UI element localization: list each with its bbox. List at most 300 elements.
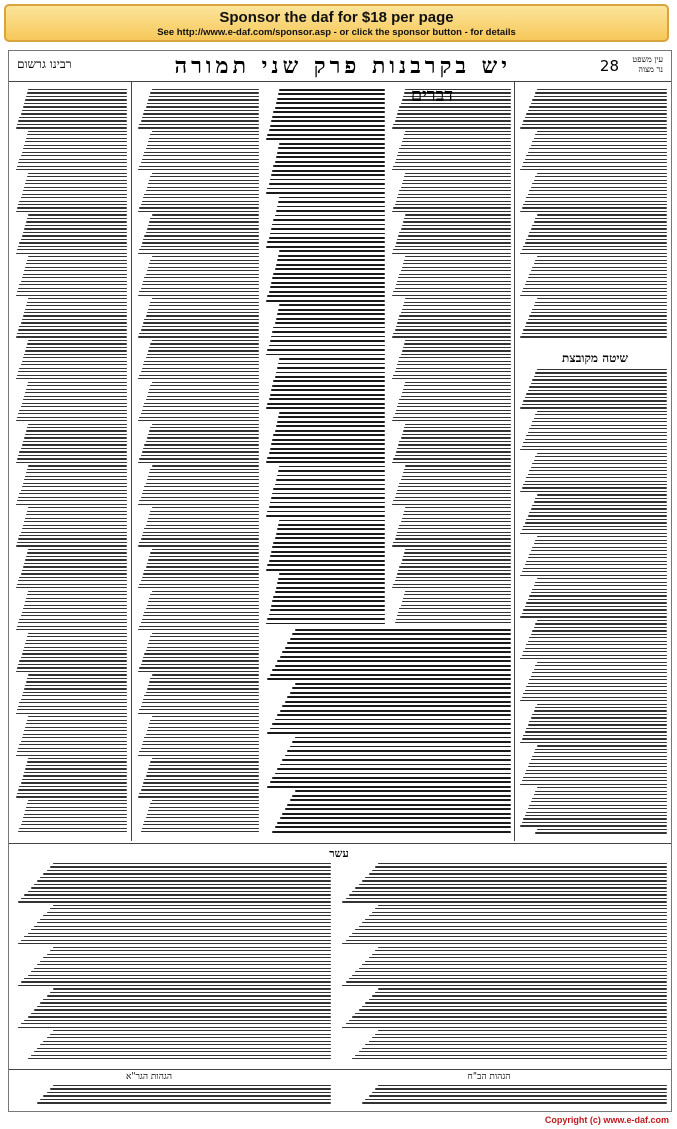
text-line	[405, 507, 511, 508]
text-line	[31, 1055, 331, 1056]
text-line	[526, 322, 667, 323]
text-line	[146, 399, 259, 400]
text-line	[139, 500, 259, 501]
text-line	[275, 376, 385, 378]
text-line	[23, 608, 127, 609]
text-line	[18, 288, 127, 289]
text-line	[148, 643, 259, 644]
text-line	[535, 456, 667, 457]
text-line	[346, 1023, 667, 1024]
text-line	[275, 773, 511, 775]
text-line	[535, 302, 667, 303]
text-line	[16, 420, 127, 421]
text-line	[27, 678, 127, 679]
text-line	[22, 444, 127, 445]
text-line	[270, 728, 511, 730]
text-line	[266, 354, 385, 356]
text-line	[279, 304, 385, 306]
rashi-column	[391, 89, 511, 629]
text-line	[25, 810, 127, 811]
text-line	[529, 274, 667, 275]
text-line	[26, 138, 127, 139]
text-line	[529, 554, 667, 555]
text-line	[150, 302, 259, 303]
text-line	[17, 500, 127, 501]
text-line	[520, 700, 667, 701]
text-line	[17, 375, 127, 376]
text-line	[534, 752, 667, 753]
text-line	[535, 665, 667, 666]
text-line	[396, 410, 511, 411]
text-line	[537, 173, 667, 174]
text-line	[523, 568, 667, 569]
text-line	[537, 787, 667, 788]
sponsor-banner[interactable]	[4, 4, 669, 42]
text-line	[528, 641, 667, 642]
text-line	[393, 375, 511, 376]
text-line	[523, 442, 667, 443]
text-line	[146, 315, 259, 316]
text-line	[148, 141, 259, 142]
sponsor-headline[interactable]: Sponsor the daf for $18 per page	[219, 9, 454, 26]
text-line	[278, 147, 385, 149]
text-line	[18, 580, 127, 581]
text-line	[21, 364, 127, 365]
hagahot-gra-text	[15, 1085, 331, 1109]
text-line	[535, 791, 667, 792]
text-line	[148, 350, 259, 351]
text-line	[523, 204, 667, 205]
text-line	[19, 410, 127, 411]
text-line	[26, 807, 127, 808]
text-line	[25, 309, 127, 310]
text-line	[152, 465, 259, 466]
text-line	[138, 545, 259, 546]
text-line	[397, 615, 511, 616]
text-line	[352, 1016, 667, 1017]
text-line	[266, 623, 385, 625]
text-line	[19, 368, 127, 369]
text-line	[141, 204, 259, 205]
text-line	[149, 723, 259, 724]
text-line	[141, 580, 259, 581]
text-line	[147, 312, 259, 313]
text-line	[405, 131, 511, 132]
text-line	[372, 870, 667, 871]
text-line	[16, 629, 127, 630]
text-line	[398, 361, 511, 362]
text-line	[139, 291, 259, 292]
text-line	[27, 343, 127, 344]
text-line	[25, 685, 127, 686]
gemara-text-upper	[265, 89, 385, 629]
text-line	[537, 256, 667, 257]
page-number: 28	[599, 57, 619, 75]
text-line	[529, 428, 667, 429]
text-line	[273, 327, 385, 329]
text-line	[138, 504, 259, 505]
text-line	[526, 686, 667, 687]
text-line	[401, 437, 511, 438]
text-line	[403, 556, 511, 557]
text-line	[292, 741, 511, 743]
text-line	[138, 211, 259, 212]
text-line	[349, 936, 667, 937]
text-line	[150, 678, 259, 679]
text-line	[393, 291, 511, 292]
text-line	[17, 458, 127, 459]
text-line	[269, 506, 385, 508]
text-line	[148, 768, 259, 769]
text-line	[531, 425, 667, 426]
text-line	[142, 786, 259, 787]
text-line	[24, 1020, 331, 1021]
text-line	[295, 629, 511, 631]
text-line	[24, 936, 331, 937]
text-line	[148, 685, 259, 686]
text-line	[404, 260, 511, 261]
text-line	[395, 371, 511, 372]
text-line	[144, 653, 259, 654]
text-line	[150, 92, 259, 93]
text-line	[24, 145, 127, 146]
sponsor-subline[interactable]: See http://www.e-daf.com/sponsor.asp - or click the sponsor button - for details	[157, 27, 516, 38]
text-line	[525, 606, 667, 607]
text-line	[142, 368, 259, 369]
text-line	[269, 237, 385, 239]
text-line	[24, 688, 127, 689]
text-line	[43, 1041, 331, 1042]
text-line	[152, 214, 259, 215]
text-line	[396, 242, 511, 243]
text-line	[37, 880, 331, 881]
text-line	[272, 331, 385, 333]
text-line	[526, 728, 667, 729]
text-line	[529, 512, 667, 513]
text-line	[531, 676, 667, 677]
opening-word: דברים	[410, 85, 453, 106]
text-line	[522, 571, 667, 572]
text-line	[398, 570, 511, 571]
text-line	[378, 905, 667, 906]
text-line	[277, 313, 385, 315]
text-line	[149, 598, 259, 599]
text-line	[537, 662, 667, 663]
text-line	[22, 319, 127, 320]
text-line	[396, 368, 511, 369]
text-line	[397, 490, 511, 491]
text-line	[24, 772, 127, 773]
text-line	[16, 336, 127, 337]
text-line	[403, 472, 511, 473]
text-line	[526, 519, 667, 520]
text-line	[139, 458, 259, 459]
text-line	[529, 470, 667, 471]
text-line	[275, 268, 385, 270]
text-line	[378, 988, 667, 989]
text-line	[396, 451, 511, 452]
text-line	[399, 357, 511, 358]
text-line	[17, 751, 127, 752]
text-line	[47, 1037, 331, 1038]
text-line	[522, 333, 667, 334]
text-line	[525, 481, 667, 482]
text-line	[141, 748, 259, 749]
text-line	[16, 127, 127, 128]
text-line	[270, 781, 511, 783]
text-line	[405, 591, 511, 592]
text-line	[28, 933, 331, 934]
text-line	[267, 403, 385, 405]
text-line	[138, 713, 259, 714]
text-line	[535, 623, 667, 624]
column-rule-right	[514, 81, 515, 841]
text-line	[18, 664, 127, 665]
text-line	[23, 441, 127, 442]
text-line	[147, 187, 259, 188]
text-line	[149, 305, 259, 306]
text-line	[275, 322, 385, 324]
text-line	[22, 152, 127, 153]
text-line	[17, 417, 127, 418]
text-line	[143, 532, 259, 533]
text-line	[375, 950, 667, 951]
text-line	[149, 807, 259, 808]
text-line	[25, 727, 127, 728]
text-line	[520, 211, 667, 212]
text-line	[142, 201, 259, 202]
text-line	[523, 484, 667, 485]
text-line	[270, 394, 385, 396]
text-line	[34, 884, 331, 885]
text-line	[150, 636, 259, 637]
text-line	[21, 981, 331, 982]
text-line	[271, 336, 385, 338]
text-line	[537, 578, 667, 579]
text-line	[139, 333, 259, 334]
text-line	[143, 155, 259, 156]
text-line	[531, 634, 667, 635]
text-line	[375, 992, 667, 993]
text-line	[146, 441, 259, 442]
text-line	[149, 640, 259, 641]
text-line	[399, 106, 511, 107]
text-line	[372, 1037, 667, 1038]
text-line	[398, 194, 511, 195]
text-line	[398, 152, 511, 153]
text-line	[149, 263, 259, 264]
text-line	[392, 336, 511, 337]
text-line	[152, 89, 259, 90]
text-line	[272, 493, 385, 495]
ein-mishpat-label: עין משפט נר מצוה	[632, 55, 663, 74]
text-line	[278, 363, 385, 365]
text-line	[523, 526, 667, 527]
text-line	[269, 129, 385, 131]
text-line	[139, 249, 259, 250]
text-line	[22, 528, 127, 529]
text-line	[26, 472, 127, 473]
text-line	[395, 455, 511, 456]
text-line	[37, 1006, 331, 1007]
text-line	[535, 414, 667, 415]
text-line	[359, 926, 667, 927]
text-line	[529, 763, 667, 764]
text-line	[280, 656, 511, 658]
text-line	[147, 228, 259, 229]
text-line	[149, 681, 259, 682]
text-line	[395, 288, 511, 289]
text-line	[43, 915, 331, 916]
text-line	[23, 566, 127, 567]
text-line	[277, 660, 511, 662]
text-line	[520, 742, 667, 743]
text-line	[532, 798, 667, 799]
text-line	[525, 564, 667, 565]
text-line	[17, 166, 127, 167]
text-line	[349, 894, 667, 895]
text-line	[146, 483, 259, 484]
text-line	[403, 514, 511, 515]
text-line	[19, 660, 127, 661]
text-line	[520, 169, 667, 170]
text-line	[17, 542, 127, 543]
hagahot-gra-label: הגהות הגר"א	[125, 1072, 173, 1082]
text-line	[139, 667, 259, 668]
text-line	[266, 407, 385, 409]
text-line	[23, 399, 127, 400]
text-line	[141, 831, 259, 832]
text-line	[378, 863, 667, 864]
shita-mekubetzet-column	[519, 369, 667, 839]
text-line	[267, 511, 385, 513]
text-line	[372, 954, 667, 955]
text-line	[365, 961, 667, 962]
text-line	[40, 1099, 331, 1100]
text-line	[403, 598, 511, 599]
text-line	[396, 117, 511, 118]
text-line	[272, 723, 511, 725]
text-line	[148, 559, 259, 560]
text-line	[19, 535, 127, 536]
text-line	[144, 194, 259, 195]
text-line	[28, 89, 127, 90]
text-line	[402, 434, 511, 435]
text-line	[147, 145, 259, 146]
text-line	[267, 678, 511, 680]
text-line	[152, 674, 259, 675]
text-line	[401, 145, 511, 146]
text-line	[522, 446, 667, 447]
text-line	[523, 818, 667, 819]
text-line	[266, 192, 385, 194]
text-line	[392, 253, 511, 254]
text-line	[144, 319, 259, 320]
text-line	[16, 378, 127, 379]
copyright-link[interactable]: Copyright (c) www.e-daf.com	[544, 1115, 669, 1125]
text-line	[528, 235, 667, 236]
text-line	[138, 462, 259, 463]
text-line	[273, 380, 385, 382]
text-line	[267, 349, 385, 351]
text-line	[534, 305, 667, 306]
text-line	[149, 347, 259, 348]
text-line	[362, 1048, 667, 1049]
text-line	[146, 274, 259, 275]
text-line	[21, 406, 127, 407]
text-line	[26, 556, 127, 557]
text-line	[23, 483, 127, 484]
text-line	[399, 190, 511, 191]
text-line	[19, 744, 127, 745]
text-line	[365, 1044, 667, 1045]
text-line	[273, 434, 385, 436]
text-line	[19, 284, 127, 285]
talmud-page	[8, 50, 672, 1112]
text-line	[144, 235, 259, 236]
text-line	[405, 549, 511, 550]
text-line	[21, 113, 127, 114]
text-line	[25, 559, 127, 560]
text-line	[22, 737, 127, 738]
text-line	[272, 777, 511, 779]
text-line	[23, 650, 127, 651]
text-line	[139, 417, 259, 418]
text-line	[24, 814, 127, 815]
text-line	[26, 180, 127, 181]
text-line	[47, 912, 331, 913]
text-line	[270, 448, 385, 450]
text-line	[292, 633, 511, 635]
text-line	[277, 768, 511, 770]
text-line	[271, 389, 385, 391]
text-line	[365, 919, 667, 920]
text-line	[404, 343, 511, 344]
text-line	[28, 256, 127, 257]
text-line	[18, 789, 127, 790]
text-line	[404, 385, 511, 386]
text-line	[359, 1051, 667, 1052]
text-line	[393, 500, 511, 501]
text-line	[31, 1013, 331, 1014]
text-line	[531, 383, 667, 384]
text-line	[395, 204, 511, 205]
text-line	[526, 281, 667, 282]
text-line	[523, 400, 667, 401]
text-line	[397, 322, 511, 323]
text-line	[28, 298, 127, 299]
text-line	[396, 201, 511, 202]
text-line	[523, 288, 667, 289]
text-line	[272, 385, 385, 387]
text-line	[27, 134, 127, 135]
text-line	[277, 259, 385, 261]
text-line	[269, 345, 385, 347]
text-line	[21, 155, 127, 156]
text-line	[147, 814, 259, 815]
text-line	[526, 812, 667, 813]
text-line	[277, 528, 385, 530]
text-line	[535, 832, 667, 833]
text-line	[532, 379, 667, 380]
text-line	[139, 584, 259, 585]
text-line	[18, 831, 127, 832]
text-line	[143, 448, 259, 449]
text-line	[266, 138, 385, 140]
text-line	[24, 521, 127, 522]
text-line	[355, 887, 667, 888]
text-line	[25, 434, 127, 435]
